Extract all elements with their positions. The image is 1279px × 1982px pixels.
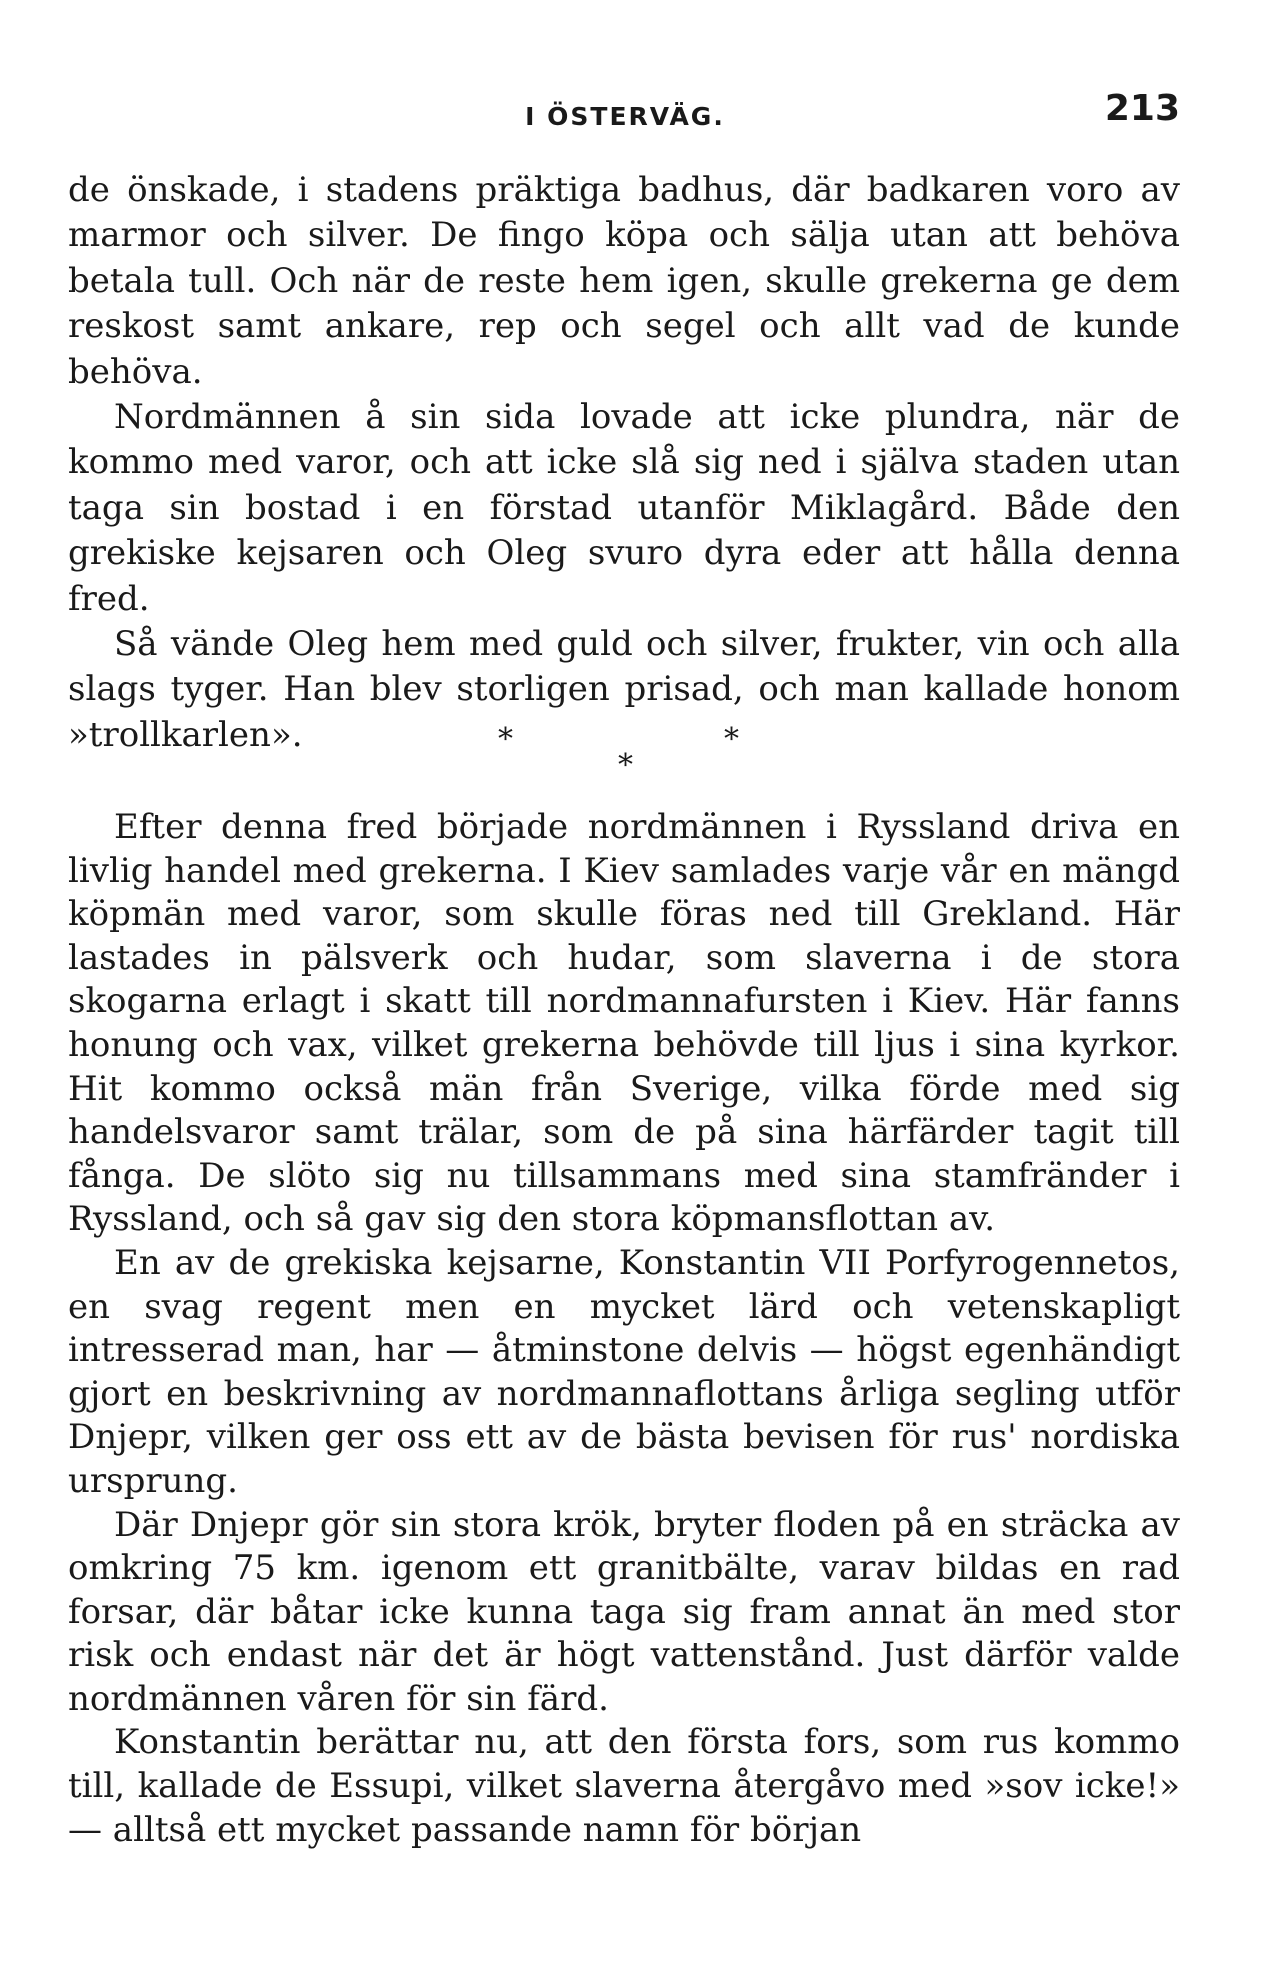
page-header (70, 88, 1180, 148)
paragraph-3: Så vände Oleg hem med guld och silver, frukter, vin och alla slags tyger. Han blev storligen prisad, och man kallade honom »trollkarlen». (68, 624, 1180, 755)
asterism-star: * (498, 722, 513, 757)
paragraph-6: Där Dnjepr gör sin stora krök, bryter floden på en sträcka av omkring 75 km. igenom ett granitbälte, varav bildas en rad forsar, där båtar icke kunna taga sig fram annat än med stor risk och endast när det är högt vattenstånd. Just därför valde nordmännen våren för sin färd. (68, 1504, 1180, 1719)
paragraph-5: En av de grekiska kejsarne, Konstantin VII Porfyrogennetos, en svag regent men en mycket lärd och vetenskapligt intresserad man, har — åtminstone delvis — högst egenhändigt gjort en beskrivning av nordmannaflottans årliga segling utför Dnjepr, vilken ger oss ett av de bästa bevisen för rus' nordiska ursprung. (68, 1242, 1180, 1501)
asterism-star: * (724, 722, 739, 757)
paragraph-7: Konstantin berättar nu, att den första fors, som rus kommo till, kallade de Essupi, vilket slaverna återgåvo med »sov icke!» — alltså ett mycket passande namn för början (68, 1722, 1180, 1850)
running-head: I ÖSTERVÄG. (525, 102, 725, 131)
paragraph-2: Nordmännen å sin sida lovade att icke plundra, när de kommo med varor, och att icke slå sig ned i själva staden utan taga sin bostad i en förstad utanför Miklagård. Både den grekiske kejsaren och Oleg svuro dyra eder att hålla denna fred. (68, 397, 1180, 619)
paragraph-4: Efter denna fred började nordmännen i Ryssland driva en livlig handel med grekerna. I Kiev samlades varje vår en mängd köpmän med varor, som skulle föras ned till Grekland. Här lastades in pälsverk och hudar, som slaverna i de stora skogarna erlagt i skatt till nordmannafursten i Kiev. Här fanns honung och vax, vilket grekerna behövde till ljus i sina kyrkor. Hit kommo också män från Sverige, vilka förde med sig handelsvaror samt trälar, som de på sina härfärder tagit till fånga. De slöto sig nu tillsammans med sina stamfränder i Ryssland, och så gav sig den stora köpmansflottan av. (68, 807, 1180, 1240)
page-number: 213 (1104, 88, 1180, 129)
section-1-text (68, 168, 1180, 758)
section-break-asterism (470, 722, 770, 782)
section-2-text (68, 806, 1180, 1852)
paragraph-1: de önskade, i stadens präktiga badhus, där badkaren voro av marmor och silver. De fingo köpa och sälja utan att behöva betala tull. Och när de reste hem igen, skulle grekerna ge dem reskost samt ankare, rep och segel och allt vad de kunde behöva. (68, 170, 1180, 392)
asterism-star: * (618, 748, 633, 783)
